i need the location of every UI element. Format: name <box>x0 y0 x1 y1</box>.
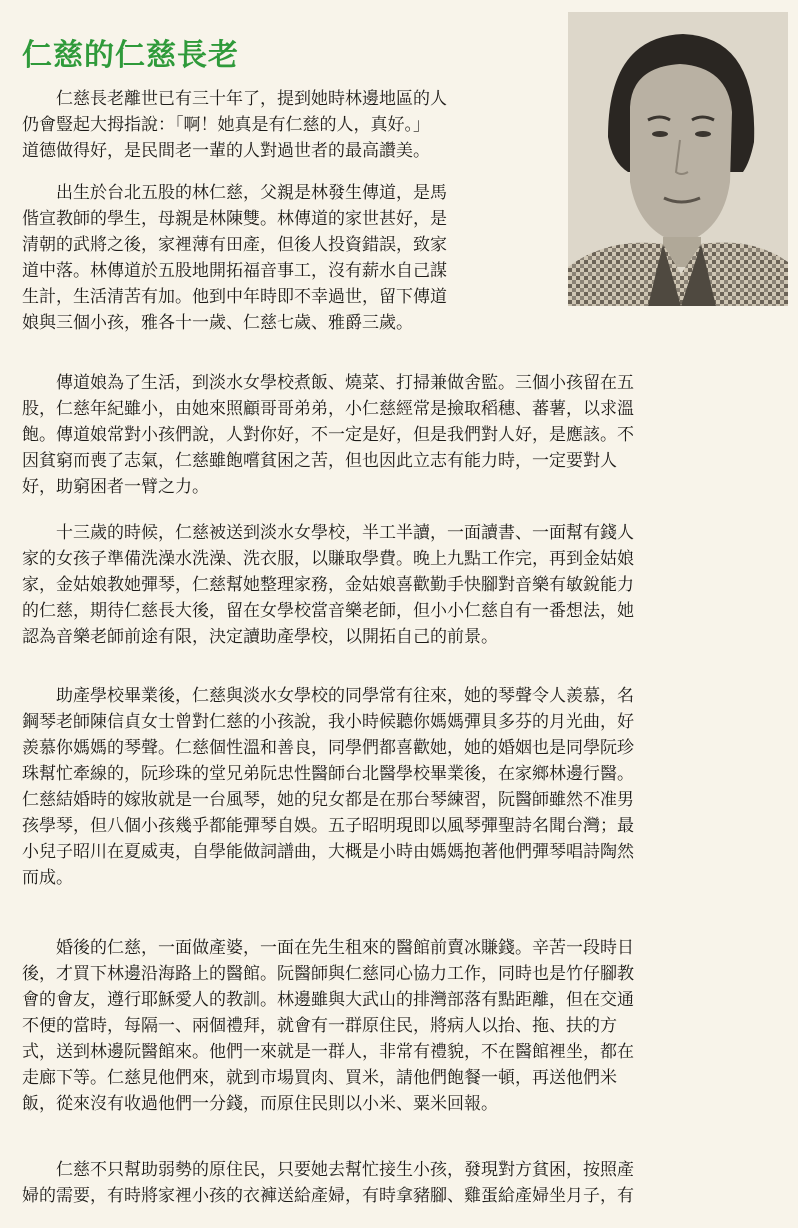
paragraph-2: 出生於台北五股的林仁慈，父親是林發生傳道，是馬 偕宣教師的學生，母親是林陳雙。林傳道的家世甚好，是 清朝的武將之後，家裡薄有田產，但後人投資錯誤，致家 道中落。林傳道於五股地開拓福音事工，沒有薪水自己謀 生計，生活清苦有加。他到中年時即不幸過世，留下傳道 娘與三個小孩，雅各十一歲、仁慈七歲、雅爵三歲。 <box>22 183 447 333</box>
paragraph-4: 十三歲的時候，仁慈被送到淡水女學校，半工半讀，一面讀書、一面幫有錢人 家的女孩子準備洗澡水洗澡、洗衣服，以賺取學費。晚上九點工作完，再到金姑娘 家，金姑娘教她彈琴，仁慈幫她整理家務，金姑娘喜歡勤手快腳對音樂有敏銳能力 的仁慈，期待仁慈長大後，留在女學校當音樂老師，但小小仁慈自有一番想法，她 認為音樂老師前途有限，決定讀助產學校，以開拓自己的前景。 <box>22 523 634 647</box>
paragraph-6: 婚後的仁慈，一面做產婆，一面在先生租來的醫館前賣冰賺錢。辛苦一段時日 後，才買下林邊沿海路上的醫館。阮醫師與仁慈同心協力工作，同時也是竹仔腳教 會的會友，遵行耶穌愛人的教訓。林邊雖與大武山的排灣部落有點距離，但在交通 不便的當時，每隔一、兩個禮拜，就會有一群原住民，將病人以抬、拖、扶的方 式，送到林邊阮醫館來。他們一來就是一群人，非常有禮貌，不在醫館裡坐，都在 走廊下等。仁慈見他們來，就到市場買肉、買米，請他們飽餐一頓，再送他們米 飯，從來沒有收過他們一分錢，而原住民則以小米、粟米回報。 <box>22 938 634 1114</box>
article-title: 仁慈的仁慈長老 <box>22 38 239 73</box>
paragraph-1: 仁慈長老離世已有三十年了，提到她時林邊地區的人 仍會豎起大拇指說：「啊！她真是有仁慈的人，真好。」 道德做得好，是民間老一輩的人對過世者的最高讚美。 <box>22 89 447 161</box>
paragraph-7: 仁慈不只幫助弱勢的原住民，只要她去幫忙接生小孩，發現對方貧困，按照產 婦的需要，有時將家裡小孩的衣褲送給產婦，有時拿豬腳、雞蛋給產婦坐月子，有 <box>22 1160 634 1206</box>
portrait-photo <box>568 12 788 306</box>
paragraph-5: 助產學校畢業後，仁慈與淡水女學校的同學常有往來，她的琴聲令人羨慕，名 鋼琴老師陳信貞女士曾對仁慈的小孩說，我小時候聽你媽媽彈貝多芬的月光曲，好 羨慕你媽媽的琴聲。仁慈個性溫和善良，同學們都喜歡她，她的婚姻也是同學阮珍 珠幫忙牽線的，阮珍珠的堂兄弟阮忠性醫師台北醫學校畢業後，在家鄉林邊行醫。 仁慈結婚時的嫁妝就是一台風琴，她的兒女都是在那台琴練習，阮醫師雖然不准男 孩學琴，但八個小孩幾乎都能彈琴自娛。五子昭明現即以風琴彈聖詩名聞台灣；最 小兒子昭川在夏威夷，自學能做詞譜曲，大概是小時由媽媽抱著他們彈琴唱詩陶然 而成。 <box>22 686 634 888</box>
paragraph-3: 傳道娘為了生活，到淡水女學校煮飯、燒菜、打掃兼做舍監。三個小孩留在五 股，仁慈年紀雖小，由她來照顧哥哥弟弟，小仁慈經常是撿取稻穗、蕃薯，以求溫 飽。傳道娘常對小孩們說，人對你好，不一定是好，但是我們對人好，是應該。不 因貧窮而喪了志氣，仁慈雖飽嚐貧困之苦，但也因此立志有能力時，一定要對人 好，助窮困者一臂之力。 <box>22 373 634 497</box>
